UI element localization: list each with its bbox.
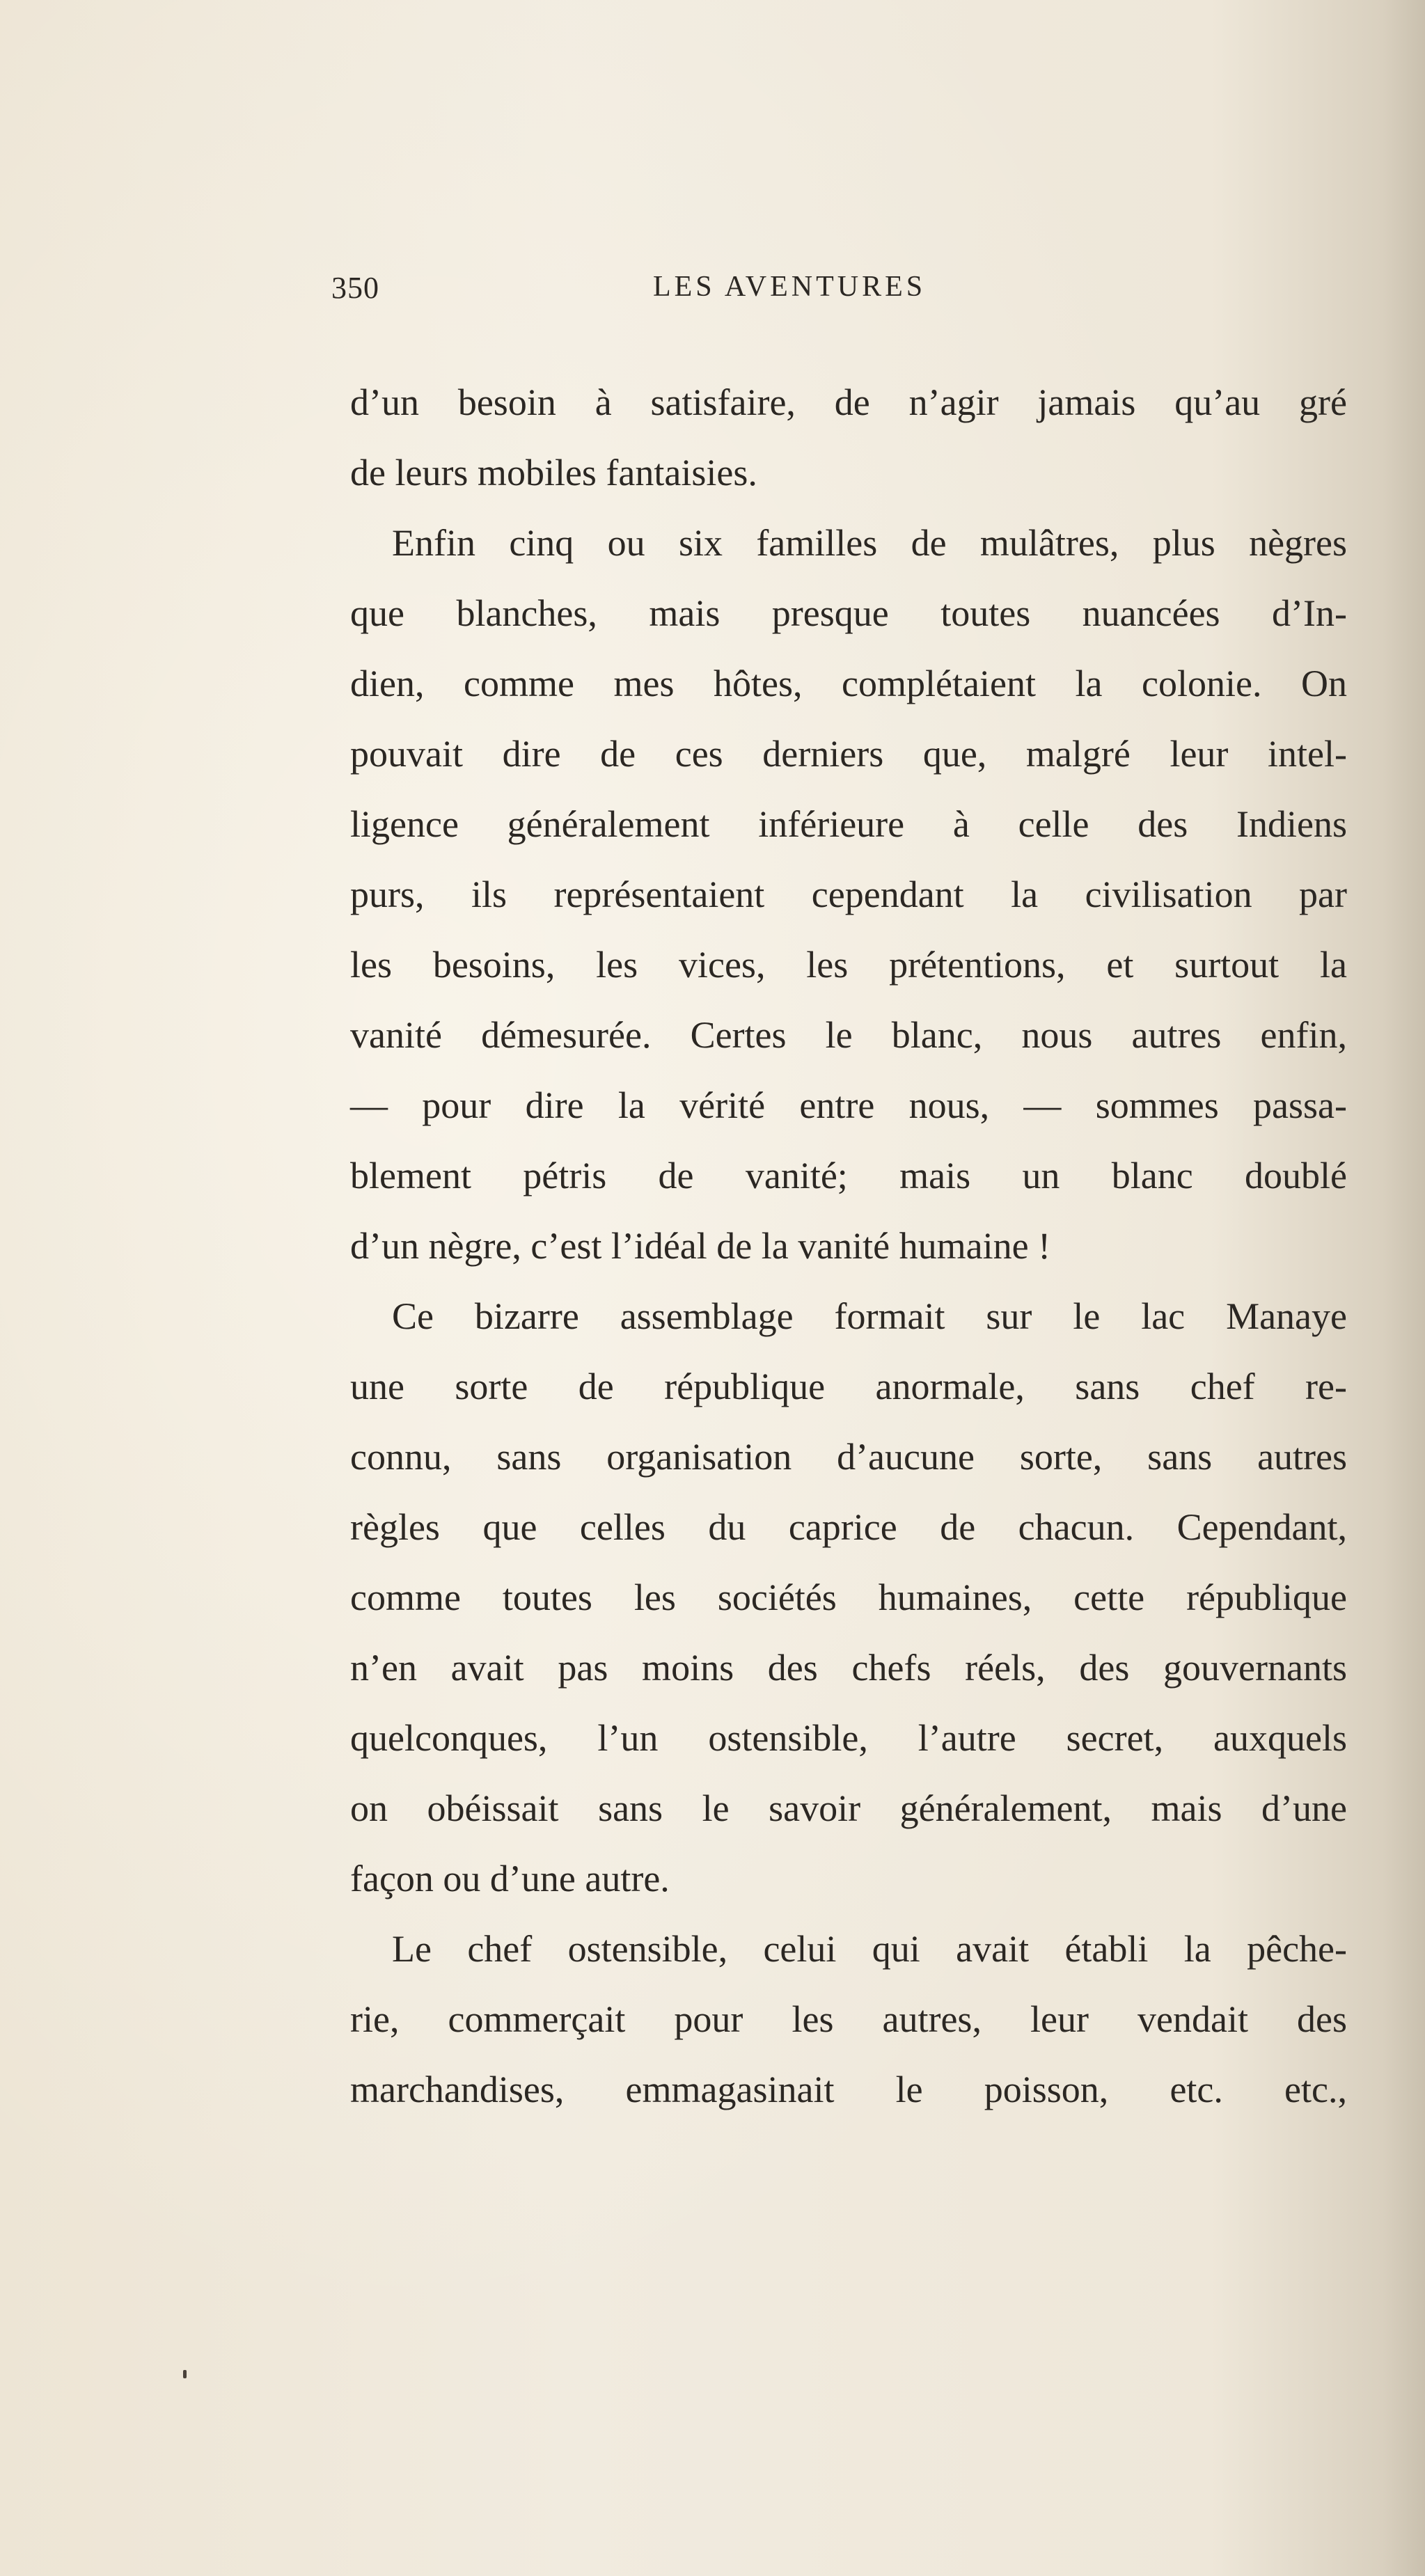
text-line: vanité démesurée. Certes le blanc, nous autres enfin, [350, 1014, 1347, 1056]
text-line: quelconques, l’un ostensible, l’autre secret, auxquels [350, 1717, 1347, 1759]
body-text [350, 368, 1347, 2125]
text-line: blement pétris de vanité; mais un blanc doublé [350, 1155, 1347, 1196]
text-line: on obéissait sans le savoir généralement, mais d’une [350, 1787, 1347, 1829]
text-line: n’en avait pas moins des chefs réels, des gouvernants [350, 1647, 1347, 1689]
text-line: les besoins, les vices, les prétentions, et surtout la [350, 944, 1347, 986]
text-line: ligence généralement inférieure à celle des Indiens [350, 803, 1347, 845]
text-line: Enfin cinq ou six familles de mulâtres, plus nègres [392, 522, 1347, 564]
text-line: Ce bizarre assemblage formait sur le lac Manaye [392, 1295, 1347, 1337]
text-line: marchandises, emmagasinait le poisson, etc. etc., [350, 2069, 1347, 2110]
text-line: purs, ils représentaient cependant la civilisation par [350, 874, 1347, 915]
running-head: LES AVENTURES [653, 271, 927, 303]
page-number: 350 [331, 271, 379, 305]
page-header [331, 270, 1028, 312]
text-line: Le chef ostensible, celui qui avait établi la pêche- [392, 1928, 1347, 1970]
text-line: comme toutes les sociétés humaines, cette république [350, 1577, 1347, 1618]
ink-speck [183, 2370, 187, 2378]
text-line: — pour dire la vérité entre nous, — sommes passa- [350, 1084, 1347, 1126]
text-line: dien, comme mes hôtes, complétaient la colonie. On [350, 663, 1347, 704]
text-line: règles que celles du caprice de chacun. Cependant, [350, 1506, 1347, 1548]
text-line: d’un nègre, c’est l’idéal de la vanité humaine ! [350, 1225, 1051, 1267]
text-line: pouvait dire de ces derniers que, malgré leur intel- [350, 733, 1347, 775]
text-line: connu, sans organisation d’aucune sorte, sans autres [350, 1436, 1347, 1478]
text-line: une sorte de république anormale, sans chef re- [350, 1366, 1347, 1407]
text-line: que blanches, mais presque toutes nuancées d’In- [350, 592, 1347, 634]
text-line: de leurs mobiles fantaisies. [350, 452, 757, 493]
text-line: rie, commerçait pour les autres, leur vendait des [350, 1998, 1347, 2040]
text-line: façon ou d’une autre. [350, 1858, 670, 1899]
text-line: d’un besoin à satisfaire, de n’agir jamais qu’au gré [350, 381, 1347, 423]
